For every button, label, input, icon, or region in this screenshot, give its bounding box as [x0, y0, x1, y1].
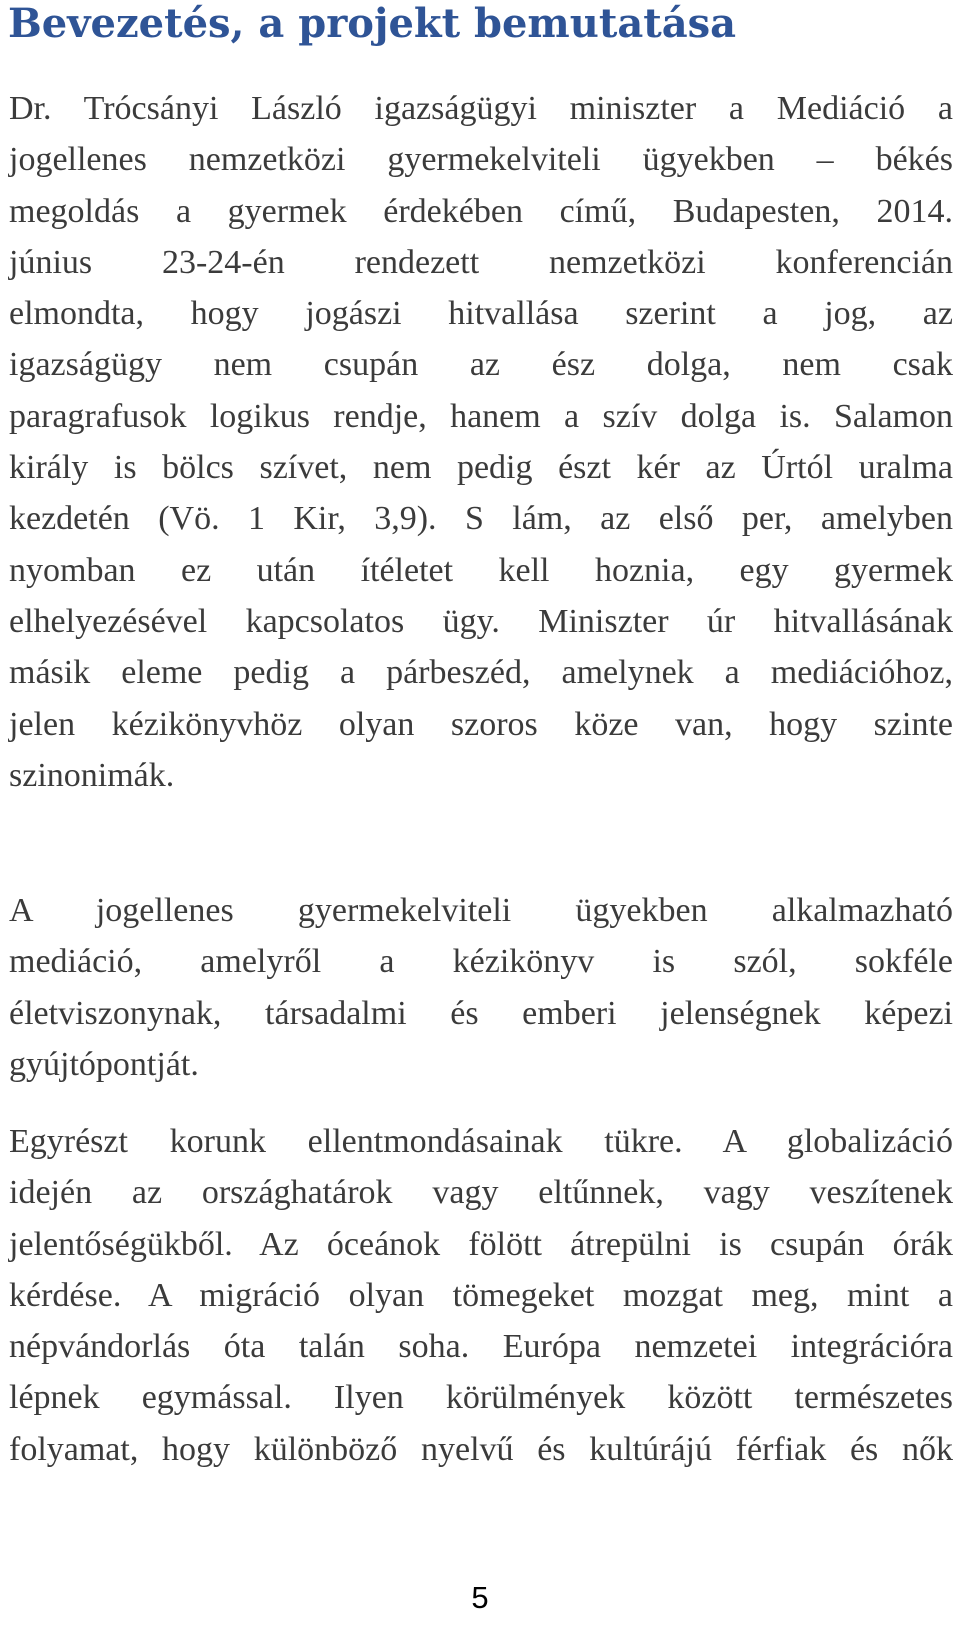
text-line: igazságügy nem csupán az ész dolga, nem csak — [9, 346, 953, 384]
text-line: gyújtópontját. — [9, 1045, 199, 1083]
text-line: életviszonynak, társadalmi és emberi jelenségnek képezi — [9, 994, 953, 1032]
text-line: elhelyezésével kapcsolatos ügy. Miniszter úr hitvallásának — [9, 602, 953, 640]
text-line: szinonimák. — [9, 756, 175, 794]
text-line: kérdése. A migráció olyan tömegeket mozgat meg, mint a — [9, 1276, 953, 1314]
page-number: 5 — [471, 1580, 489, 1615]
text-line: Dr. Trócsányi László igazságügyi miniszter a Mediáció a — [9, 90, 953, 127]
section-heading: Bevezetés, a projekt bemutatása — [8, 0, 737, 47]
text-line: A jogellenes gyermekelviteli ügyekben alkalmazható — [9, 892, 953, 929]
paragraph-mediation — [9, 885, 953, 1090]
text-line: másik eleme pedig a párbeszéd, amelynek a mediációhoz, — [9, 654, 953, 692]
text-line: megoldás a gyermek érdekében című, Budapesten, 2014. — [9, 192, 953, 230]
text-line: lépnek egymással. Ilyen körülmények között természetes — [9, 1379, 953, 1417]
text-line: jogellenes nemzetközi gyermekelviteli ügyekben – békés — [9, 141, 953, 179]
text-line: népvándorlás óta talán soha. Európa nemzetei integrációra — [9, 1328, 953, 1366]
text-line: folyamat, hogy különböző nyelvű és kultúrájú férfiak és nők — [9, 1430, 953, 1468]
text-line: paragrafusok logikus rendje, hanem a szív dolga is. Salamon — [9, 397, 953, 435]
paragraph-globalization — [9, 1116, 953, 1475]
text-line: június 23-24-én rendezett nemzetközi konferencián — [9, 243, 953, 281]
text-line: király is bölcs szívet, nem pedig észt kér az Úrtól uralma — [9, 449, 953, 487]
text-line: elmondta, hogy jogászi hitvallása szerint a jog, az — [9, 295, 953, 333]
text-line: idején az országhatárok vagy eltűnnek, vagy veszítenek — [9, 1174, 953, 1212]
text-line: mediáció, amelyről a kézikönyv is szól, sokféle — [9, 943, 953, 981]
text-line: nyomban ez után ítéletet kell hoznia, egy gyermek — [9, 551, 953, 589]
text-line: Egyrészt korunk ellentmondásainak tükre. A globalizáció — [9, 1123, 953, 1160]
text-line: kezdetén (Vö. 1 Kir, 3,9). S lám, az első per, amelyben — [9, 500, 953, 538]
text-line: jelen kézikönyvhöz olyan szoros köze van, hogy szinte — [9, 705, 953, 743]
text-line: jelentőségükből. Az óceánok fölött átrepülni is csupán órák — [9, 1225, 953, 1263]
paragraph-introduction — [9, 83, 953, 801]
